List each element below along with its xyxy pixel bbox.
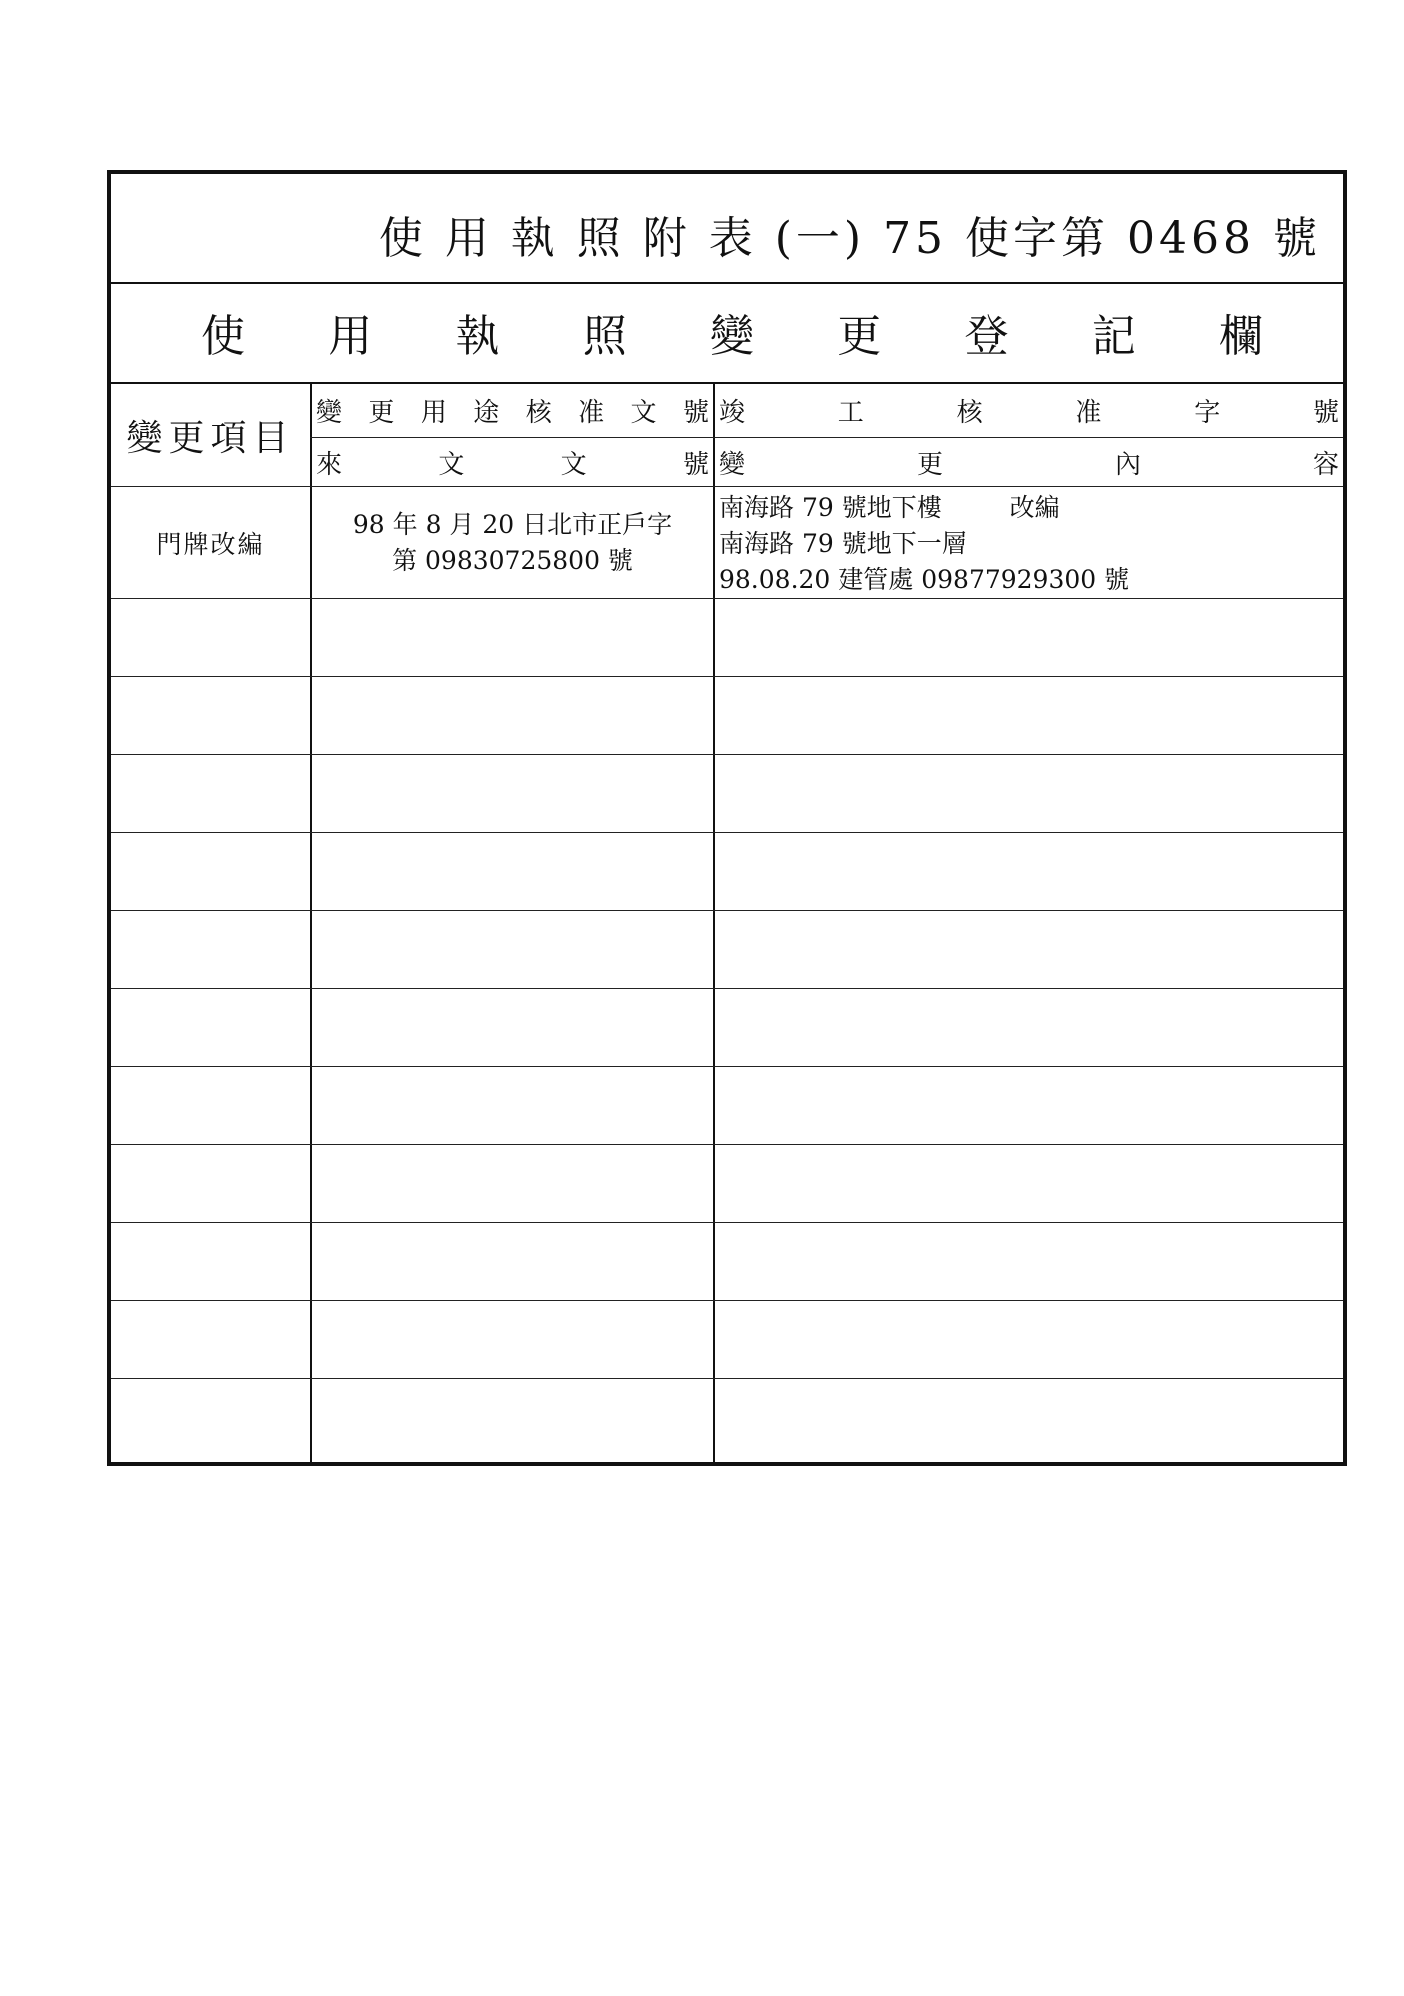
row-divider xyxy=(111,910,1343,911)
row-divider xyxy=(111,676,1343,677)
row-content-cell xyxy=(719,488,1339,598)
row-approval-cell xyxy=(312,488,713,598)
section-char: 執 xyxy=(455,311,500,362)
header-approval-number xyxy=(312,384,713,437)
row-item-cell: 門牌改編 xyxy=(156,530,265,559)
content-tag: 改編 xyxy=(1009,493,1060,522)
header-char: 號 xyxy=(1312,398,1339,428)
row-divider xyxy=(111,1144,1343,1145)
row-divider xyxy=(111,1222,1343,1223)
header-char: 文 xyxy=(560,449,587,480)
section-char: 更 xyxy=(837,311,882,362)
section-char: 使 xyxy=(201,311,245,362)
header-incoming-number xyxy=(312,438,713,486)
header-char: 更 xyxy=(368,398,395,428)
row-divider xyxy=(111,1378,1343,1379)
header-change-content xyxy=(715,438,1343,486)
approval-line: 98 年 8 月 20 日北市正戶字 xyxy=(352,510,673,539)
section-char: 變 xyxy=(710,311,754,362)
header-char: 途 xyxy=(473,398,500,428)
section-header xyxy=(111,282,1343,384)
register-grid xyxy=(111,384,1343,1462)
row-divider xyxy=(111,598,1343,599)
header-char: 字 xyxy=(1194,398,1221,428)
content-line: 98.08.20 建管處 09877929300 號 xyxy=(719,565,1130,594)
section-char: 照 xyxy=(582,311,627,362)
header-char: 竣 xyxy=(719,398,746,428)
header-char: 准 xyxy=(578,398,605,428)
header-char: 變 xyxy=(719,449,746,480)
section-char: 用 xyxy=(328,311,373,362)
header-char: 核 xyxy=(956,398,983,428)
row-divider xyxy=(111,832,1343,833)
header-char: 容 xyxy=(1312,449,1339,480)
title-row xyxy=(111,174,1343,284)
approval-line: 第 09830725800 號 xyxy=(392,546,633,575)
content-line xyxy=(719,490,1339,526)
header-char: 更 xyxy=(916,449,943,480)
header-char: 用 xyxy=(420,398,447,428)
section-char: 登 xyxy=(964,311,1009,362)
header-char: 內 xyxy=(1114,449,1141,480)
section-char: 欄 xyxy=(1219,311,1263,362)
header-char: 號 xyxy=(682,449,709,480)
row-divider xyxy=(111,1066,1343,1067)
header-char: 文 xyxy=(438,449,465,480)
header-change-item: 變更項目 xyxy=(126,417,295,459)
header-char: 號 xyxy=(682,398,709,428)
header-bottom-line xyxy=(111,486,1343,487)
header-completion-number xyxy=(715,384,1343,437)
header-char: 准 xyxy=(1075,398,1102,428)
license-appendix-table xyxy=(107,170,1347,1466)
content-address-old: 南海路 79 號地下樓 xyxy=(719,493,942,522)
row-divider xyxy=(111,1300,1343,1301)
header-char: 工 xyxy=(837,398,864,428)
document-title: 使 用 執 照 附 表 (一) 75 使字第 0468 號 xyxy=(378,213,1321,264)
header-char: 核 xyxy=(525,398,552,428)
content-line: 南海路 79 號地下一層 xyxy=(719,529,967,558)
header-char: 變 xyxy=(316,398,343,428)
row-divider xyxy=(111,988,1343,989)
header-char: 文 xyxy=(630,398,657,428)
section-char: 記 xyxy=(1091,311,1136,362)
header-char: 來 xyxy=(316,449,343,480)
row-divider xyxy=(111,754,1343,755)
